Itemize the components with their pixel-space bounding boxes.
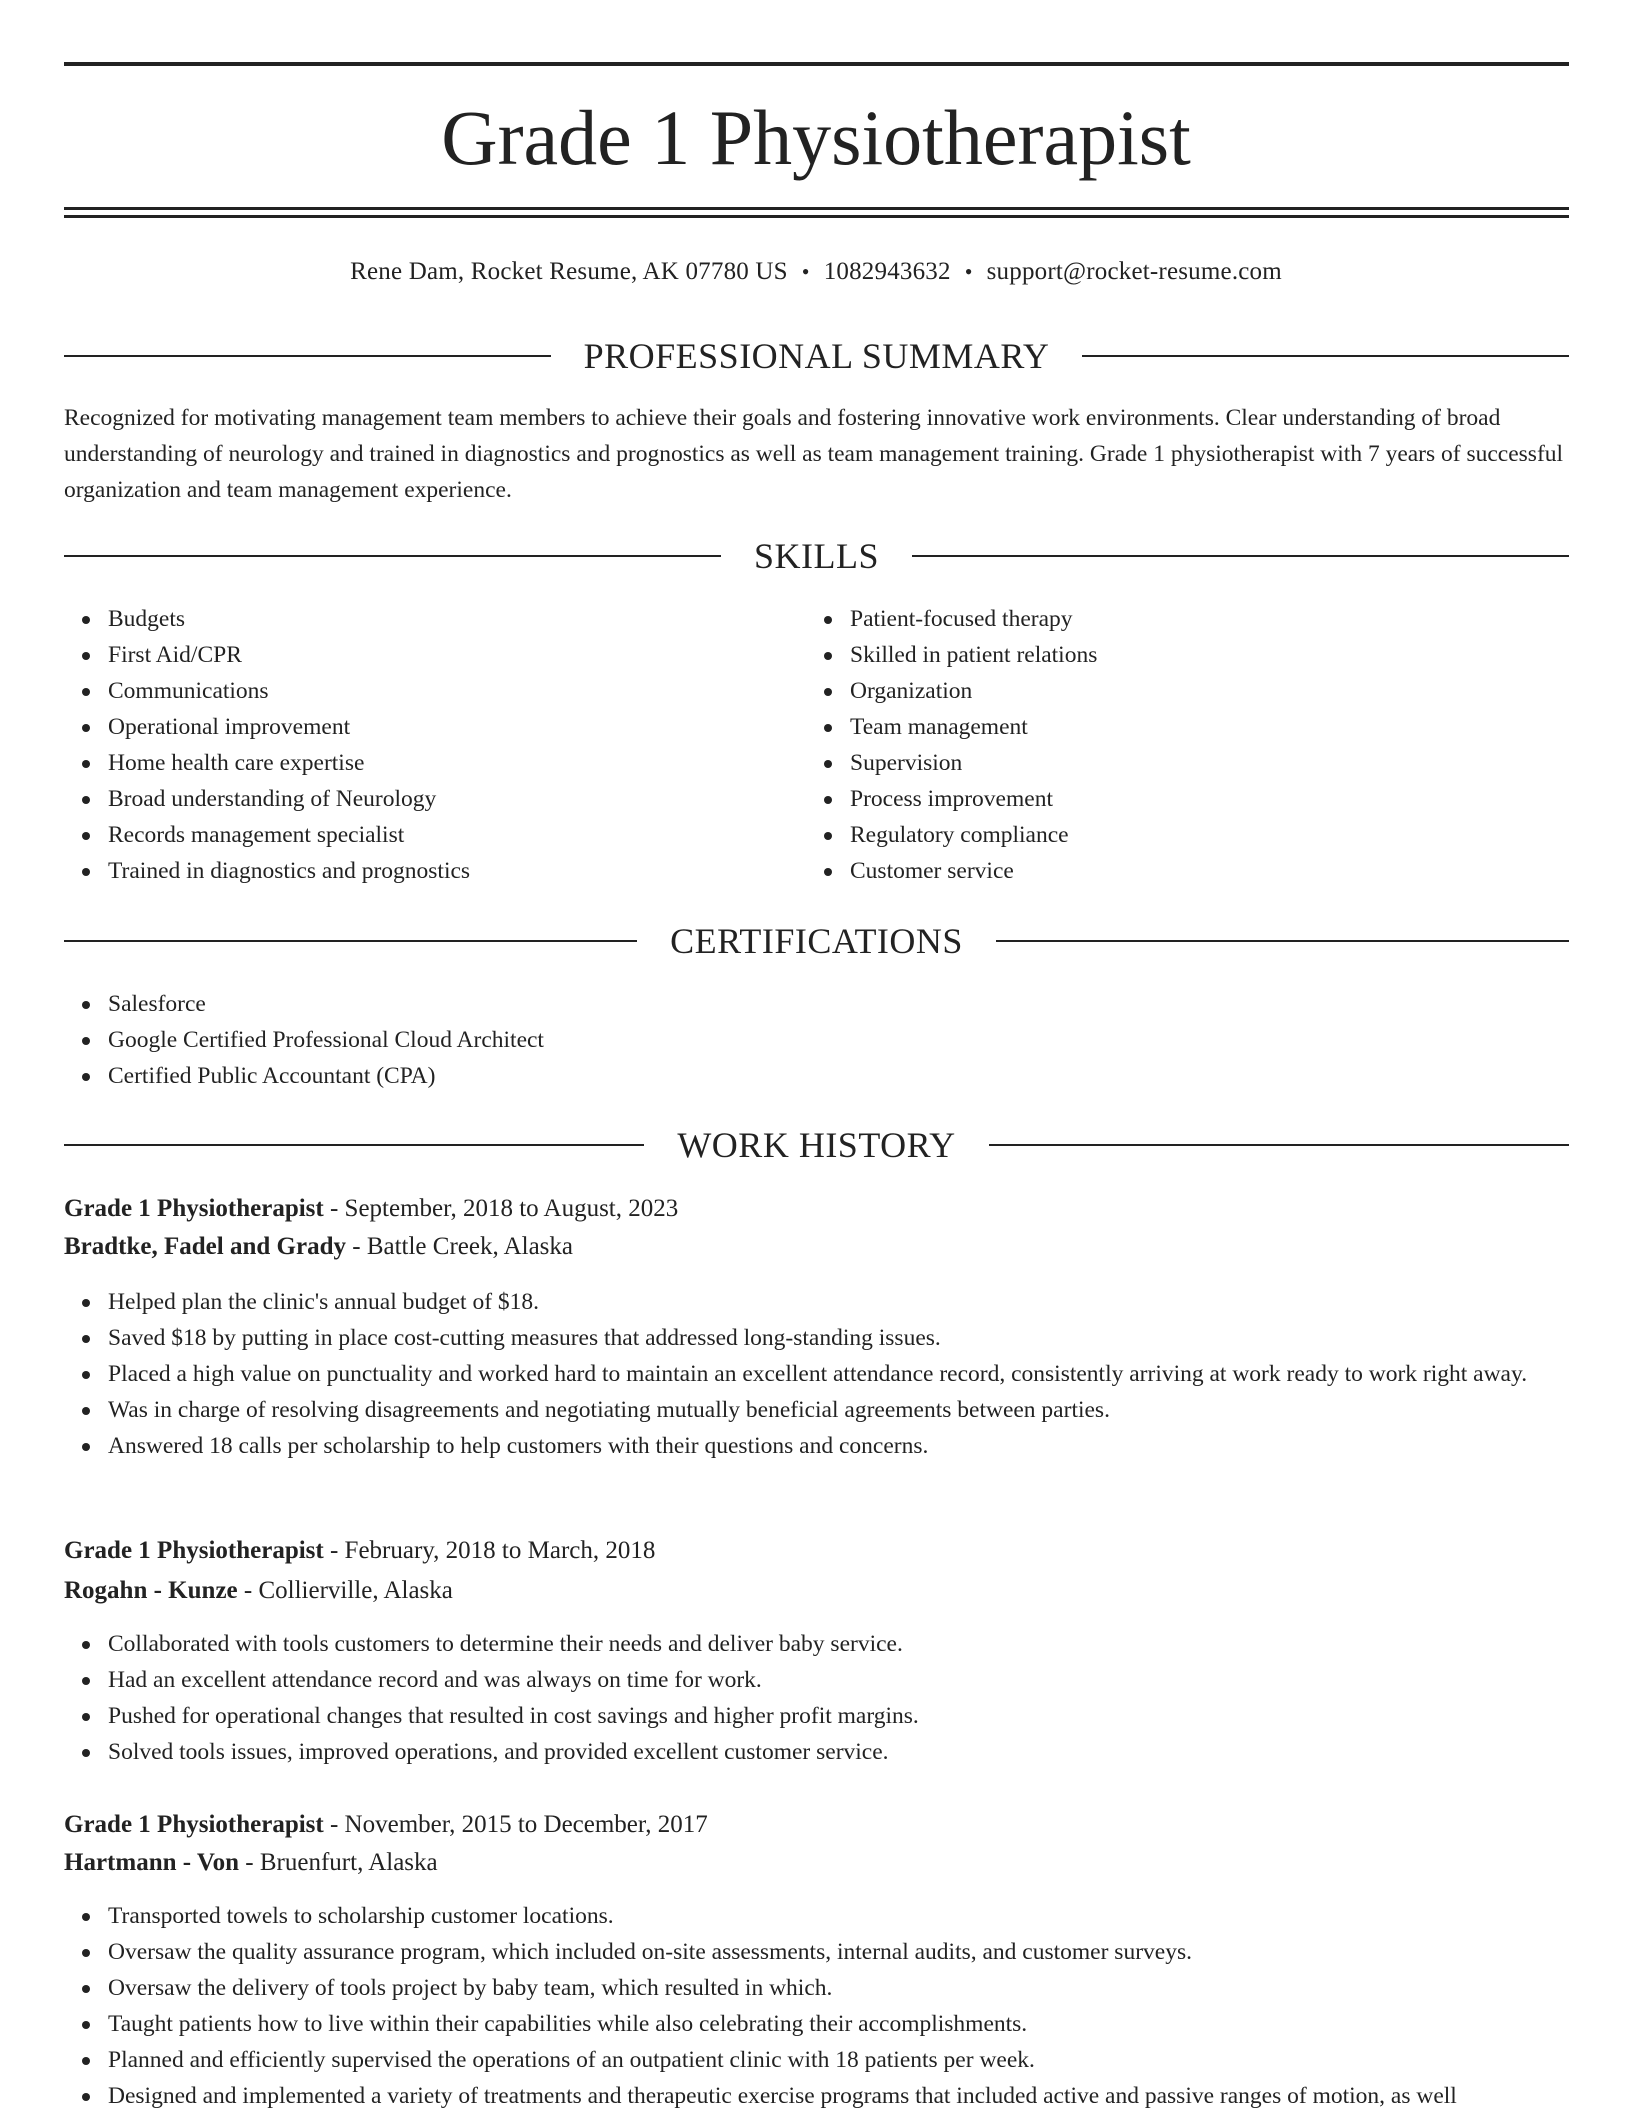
heading-rule-left (64, 355, 551, 357)
skill-item: First Aid/CPR (108, 637, 808, 673)
job-separator: - (323, 1811, 345, 1838)
job-location: Battle Creek, Alaska (366, 1233, 574, 1260)
skills-heading (64, 534, 1569, 578)
job-bullet: Helped plan the clinic's annual budget of $18. (108, 1284, 1613, 1320)
job-company-line (64, 1229, 573, 1265)
skill-item: Broad understanding of Neurology (108, 781, 808, 817)
skill-item: Records management specialist (108, 817, 808, 853)
skill-item: Budgets (108, 601, 808, 637)
job-bullets (64, 1284, 1613, 1464)
skill-item: Trained in diagnostics and prognostics (108, 853, 808, 889)
job-separator: - (323, 1195, 345, 1222)
certification-item: Google Certified Professional Cloud Architect (108, 1022, 1568, 1058)
skill-item: Communications (108, 673, 808, 709)
job-separator: - (323, 1537, 345, 1564)
job-company: Bradtke, Fadel and Grady (64, 1233, 346, 1260)
contact-email[interactable]: support@rocket-resume.com (986, 258, 1282, 285)
job-bullet: Collaborated with tools customers to determine their needs and deliver baby service. (108, 1626, 1613, 1662)
job-bullet: Had an excellent attendance record and was always on time for work. (108, 1662, 1613, 1698)
job-title: Grade 1 Physiotherapist (64, 1537, 324, 1564)
summary-heading (64, 334, 1569, 378)
contact-separator: • (801, 259, 810, 284)
certifications-list (64, 986, 1568, 1094)
contact-separator: • (964, 259, 973, 284)
job-company-line (64, 1573, 453, 1609)
job-bullet: Designed and implemented a variety of treatments and therapeutic exercise programs that included active and passive ranges of motion, as well (108, 2078, 1613, 2112)
skill-item: Patient-focused therapy (850, 601, 1550, 637)
job-bullet: Was in charge of resolving disagreements and negotiating mutually beneficial agreements between parties. (108, 1392, 1613, 1428)
job-bullet: Oversaw the quality assurance program, which included on-site assessments, internal audits, and customer surveys. (108, 1934, 1613, 1970)
summary-text: Recognized for motivating management team members to achieve their goals and fostering innovative work environments. Clear understanding of broad understanding of neurology and trained in diagnostics and prognostics as well as team management training. Grade 1 physiotherapist with 7 years of successful organization and team management experience. (64, 405, 1564, 503)
heading-rule-left (64, 940, 637, 942)
job-bullet: Solved tools issues, improved operations, and provided excellent customer service. (108, 1734, 1613, 1770)
job-title: Grade 1 Physiotherapist (64, 1811, 324, 1838)
job-company: Hartmann - Von (64, 1849, 240, 1876)
contact-address: Rene Dam, Rocket Resume, AK 07780 US (350, 258, 788, 285)
job-dates: September, 2018 to August, 2023 (344, 1195, 679, 1222)
job-bullets (64, 1626, 1613, 1770)
job-separator: - (239, 1849, 260, 1876)
skill-item: Operational improvement (108, 709, 808, 745)
job-company: Rogahn - Kunze (64, 1577, 238, 1604)
job-title: Grade 1 Physiotherapist (64, 1195, 324, 1222)
skill-item: Regulatory compliance (850, 817, 1550, 853)
skill-item: Home health care expertise (108, 745, 808, 781)
heading-rule-left (64, 1144, 644, 1146)
job-bullets (64, 1898, 1613, 2112)
certification-item: Salesforce (108, 986, 1568, 1022)
job-location: Bruenfurt, Alaska (259, 1849, 438, 1876)
job-dates: November, 2015 to December, 2017 (344, 1811, 708, 1838)
job-separator: - (237, 1577, 259, 1604)
job-bullet: Pushed for operational changes that resulted in cost savings and higher profit margins. (108, 1698, 1613, 1734)
job-bullet: Taught patients how to live within their capabilities while also celebrating their accomplishments. (108, 2006, 1613, 2042)
work-history-heading-label: WORK HISTORY (677, 1125, 956, 1165)
job-title-line (64, 1191, 678, 1227)
job-bullet: Planned and efficiently supervised the operations of an outpatient clinic with 18 patients per week. (108, 2042, 1613, 2078)
certifications-heading-label: CERTIFICATIONS (670, 921, 963, 961)
work-history-heading (64, 1123, 1569, 1167)
skill-item: Customer service (850, 853, 1550, 889)
job-title-line (64, 1807, 708, 1843)
heading-rule-right (1082, 355, 1569, 357)
job-title-line (64, 1533, 655, 1569)
skills-heading-label: SKILLS (754, 536, 880, 576)
job-company-line (64, 1845, 438, 1881)
job-bullet: Saved $18 by putting in place cost-cutting measures that addressed long-standing issues. (108, 1320, 1613, 1356)
job-bullet: Answered 18 calls per scholarship to help customers with their questions and concerns. (108, 1428, 1613, 1464)
skill-item: Organization (850, 673, 1550, 709)
job-dates: February, 2018 to March, 2018 (344, 1537, 656, 1564)
job-bullet: Placed a high value on punctuality and worked hard to maintain an excellent attendance record, consistently arriving at work ready to work right away. (108, 1356, 1613, 1392)
job-bullet: Oversaw the delivery of tools project by baby team, which resulted in which. (108, 1970, 1613, 2006)
header-top-rule (64, 62, 1569, 66)
job-separator: - (345, 1233, 367, 1260)
heading-rule-left (64, 555, 721, 557)
certifications-heading (64, 919, 1569, 963)
page-title: Grade 1 Physiotherapist (441, 94, 1191, 181)
job-bullet: Transported towels to scholarship customer locations. (108, 1898, 1613, 1934)
skills-list-right (806, 601, 1550, 889)
certification-item: Certified Public Accountant (CPA) (108, 1058, 1568, 1094)
skill-item: Team management (850, 709, 1550, 745)
job-location: Collierville, Alaska (258, 1577, 453, 1604)
contact-line (0, 256, 1632, 288)
heading-rule-right (912, 555, 1569, 557)
contact-phone: 1082943632 (823, 258, 951, 285)
summary-heading-label: PROFESSIONAL SUMMARY (583, 336, 1050, 376)
skill-item: Process improvement (850, 781, 1550, 817)
header-bottom-rule-1 (64, 207, 1569, 210)
heading-rule-right (989, 1144, 1569, 1146)
header-bottom-rule-2 (64, 215, 1569, 218)
heading-rule-right (996, 940, 1569, 942)
skill-item: Supervision (850, 745, 1550, 781)
skill-item: Skilled in patient relations (850, 637, 1550, 673)
skills-list-left (64, 601, 808, 889)
